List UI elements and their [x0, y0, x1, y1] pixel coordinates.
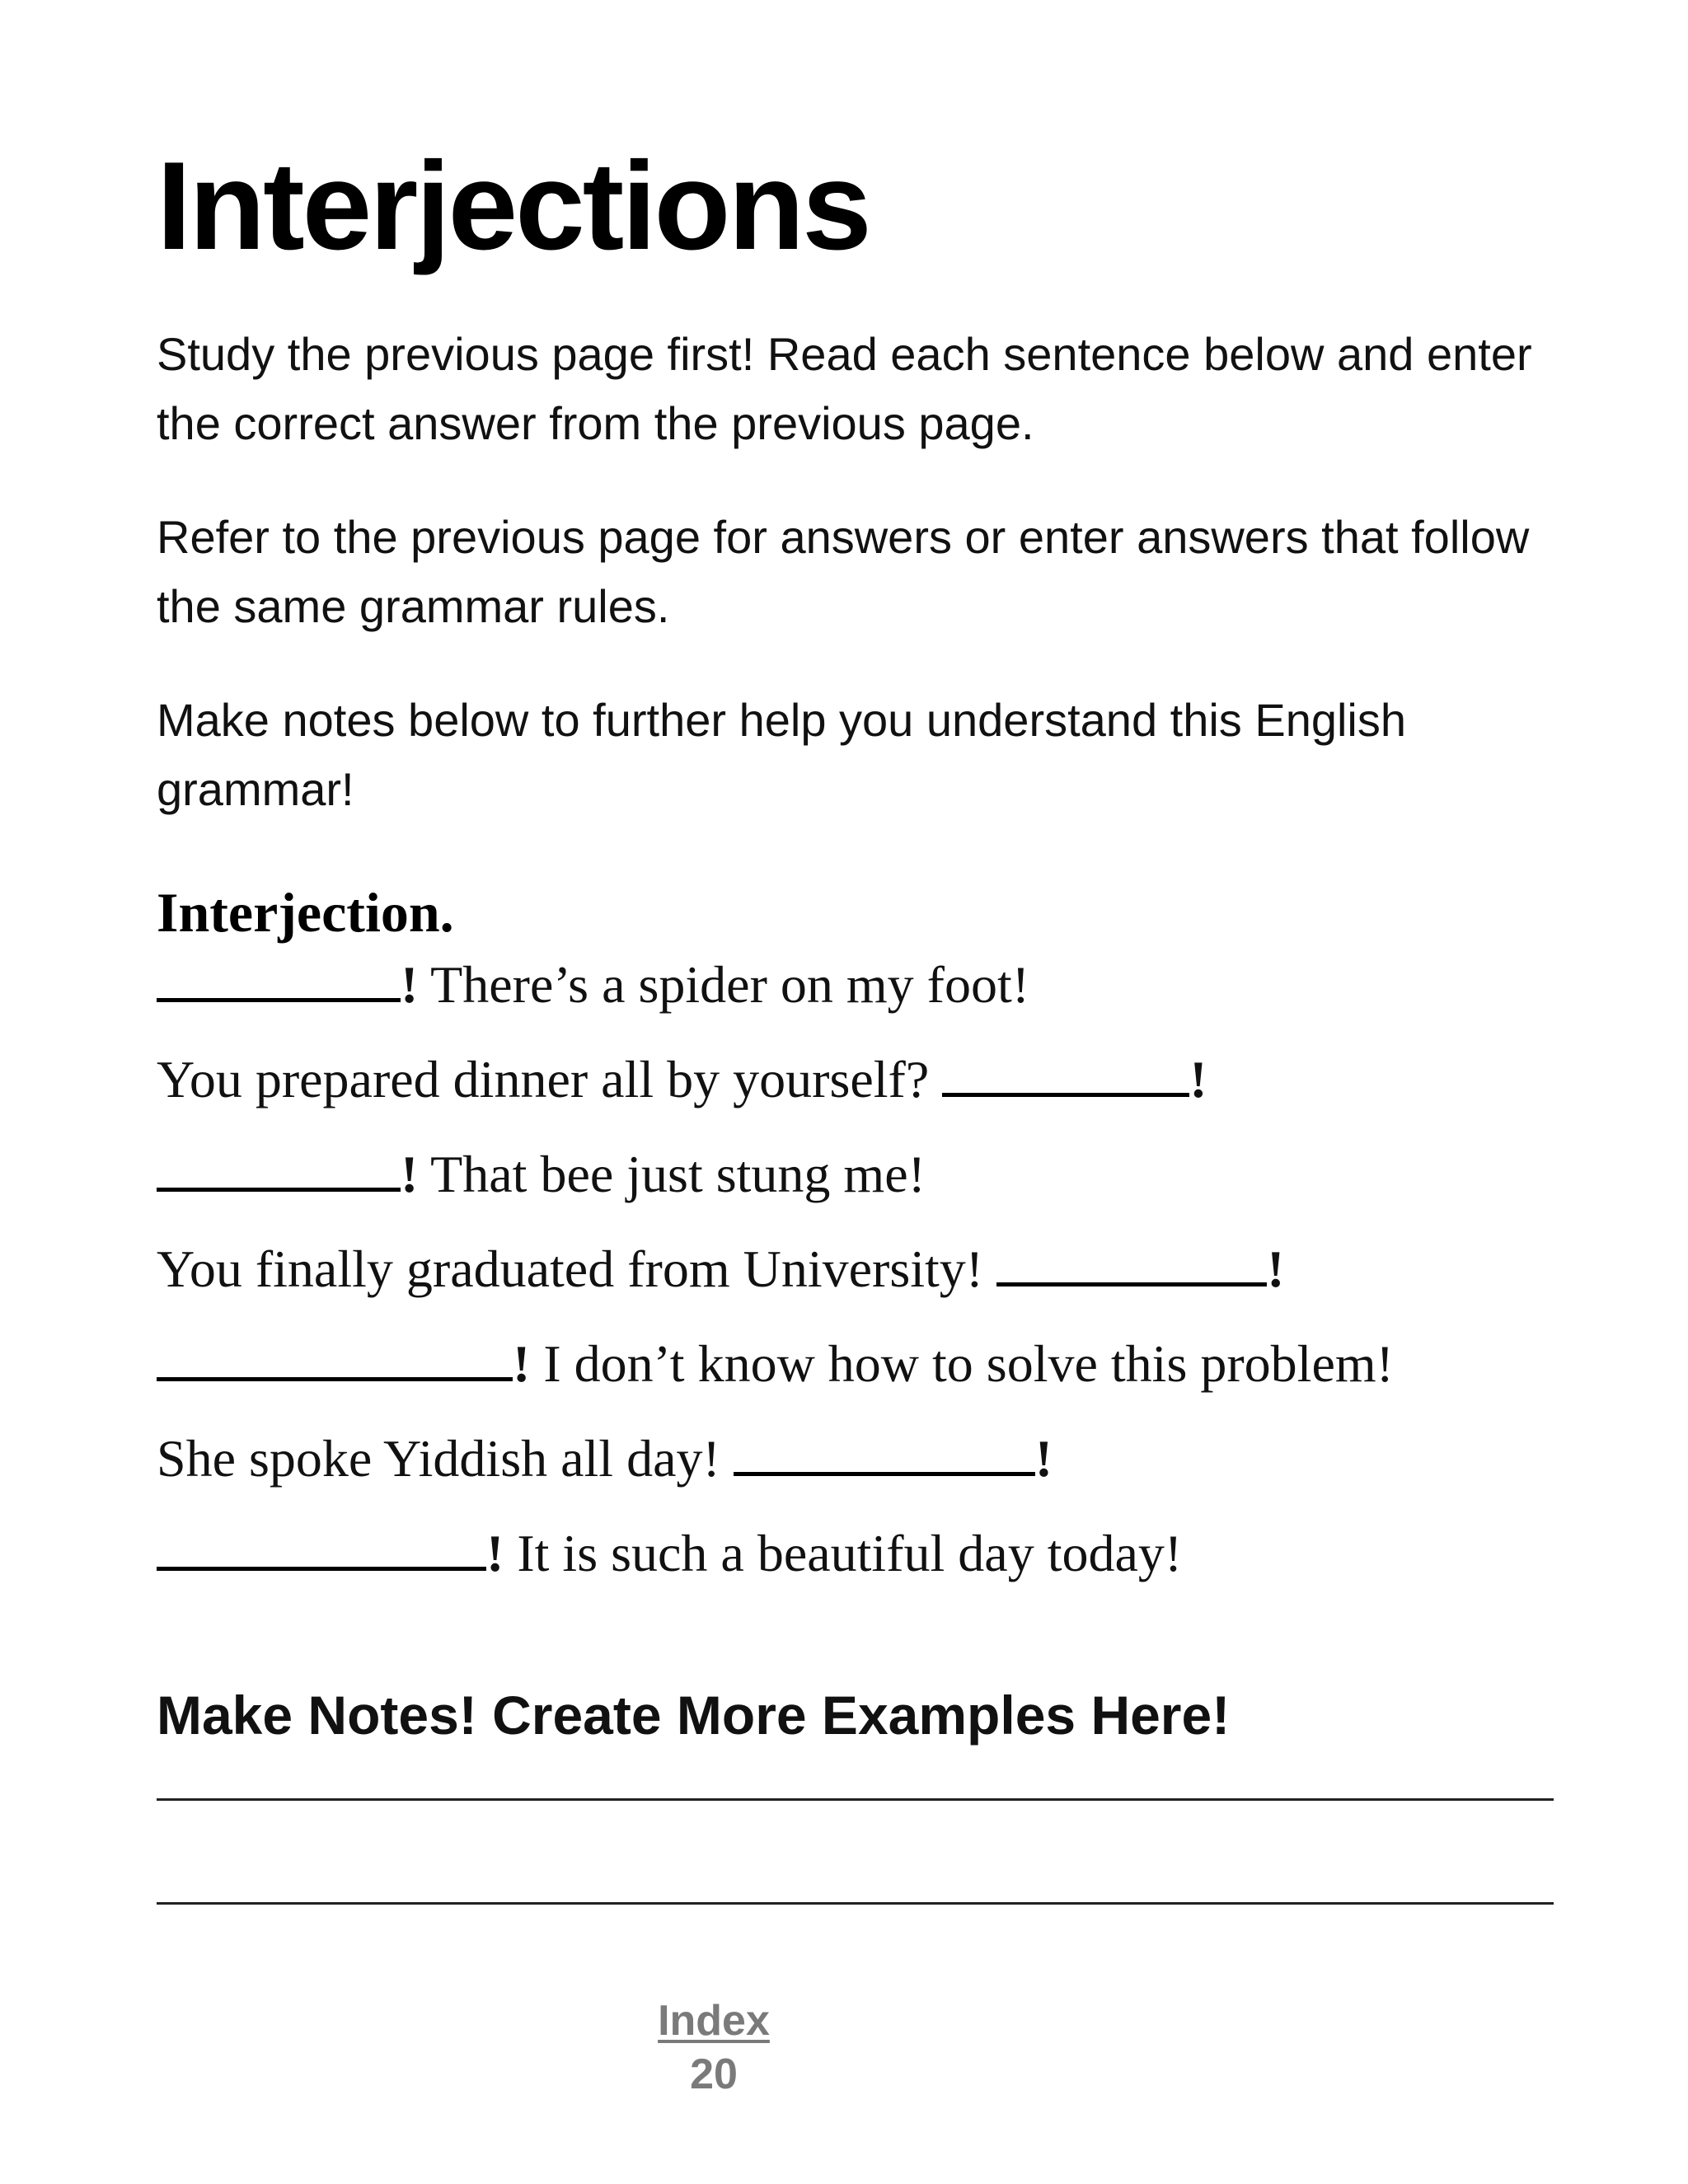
exercise-sentence-5: [157, 1327, 1394, 1401]
answer-blank-6[interactable]: [734, 1426, 1035, 1476]
sentence-text-after: There’s a spider on my foot!: [418, 955, 1030, 1014]
exclamation-mark: !: [486, 1524, 504, 1582]
notes-writing-line-1[interactable]: [157, 1798, 1554, 1801]
exercise-sentence-2: [157, 1043, 1207, 1117]
answer-blank-4[interactable]: [996, 1236, 1267, 1286]
exclamation-mark: !: [1189, 1050, 1207, 1108]
exercise-sentence-3: [157, 1137, 926, 1212]
answer-blank-5[interactable]: [157, 1331, 513, 1381]
sentence-text-after: That bee just stung me!: [418, 1145, 926, 1203]
worksheet-page: [157, 0, 1558, 2184]
intro-paragraph-1: Study the previous page first! Read each sentence below and enter the correct answer from the previous page.: [157, 328, 1532, 449]
sentence-text-after: I don’t know how to solve this problem!: [530, 1334, 1394, 1393]
answer-blank-1[interactable]: [157, 952, 401, 1002]
exclamation-mark: !: [1034, 1429, 1053, 1488]
exclamation-mark: !: [401, 955, 419, 1014]
sentence-text-after: It is such a beautiful day today!: [504, 1524, 1183, 1582]
notes-heading: Make Notes! Create More Examples Here!: [157, 1685, 1231, 1746]
sentence-text-before: She spoke Yiddish all day!: [157, 1429, 734, 1488]
sentence-text-before: You finally graduated from University!: [157, 1240, 997, 1298]
sentence-text-before: You prepared dinner all by yourself?: [157, 1050, 943, 1108]
page-number: 20: [690, 2050, 738, 2098]
page-title: Interjections: [157, 136, 870, 276]
answer-blank-3[interactable]: [157, 1141, 401, 1192]
intro-paragraph-3: Make notes below to further help you understand this English grammar!: [157, 694, 1407, 815]
exercise-sentence-1: [157, 948, 1029, 1022]
exercise-heading: Interjection.: [157, 881, 454, 944]
answer-blank-2[interactable]: [942, 1047, 1189, 1097]
answer-blank-7[interactable]: [157, 1521, 486, 1571]
intro-paragraph-2: Refer to the previous page for answers or enter answers that follow the same grammar rules.: [157, 511, 1530, 632]
notes-writing-line-2[interactable]: [157, 1902, 1554, 1905]
exercise-sentence-7: [157, 1516, 1182, 1591]
exercise-sentence-4: [157, 1232, 1284, 1306]
exclamation-mark: !: [401, 1145, 419, 1203]
exclamation-mark: !: [513, 1334, 531, 1393]
exercise-sentence-6: [157, 1422, 1053, 1496]
index-link[interactable]: Index: [658, 1997, 770, 2045]
exclamation-mark: !: [1267, 1240, 1285, 1298]
